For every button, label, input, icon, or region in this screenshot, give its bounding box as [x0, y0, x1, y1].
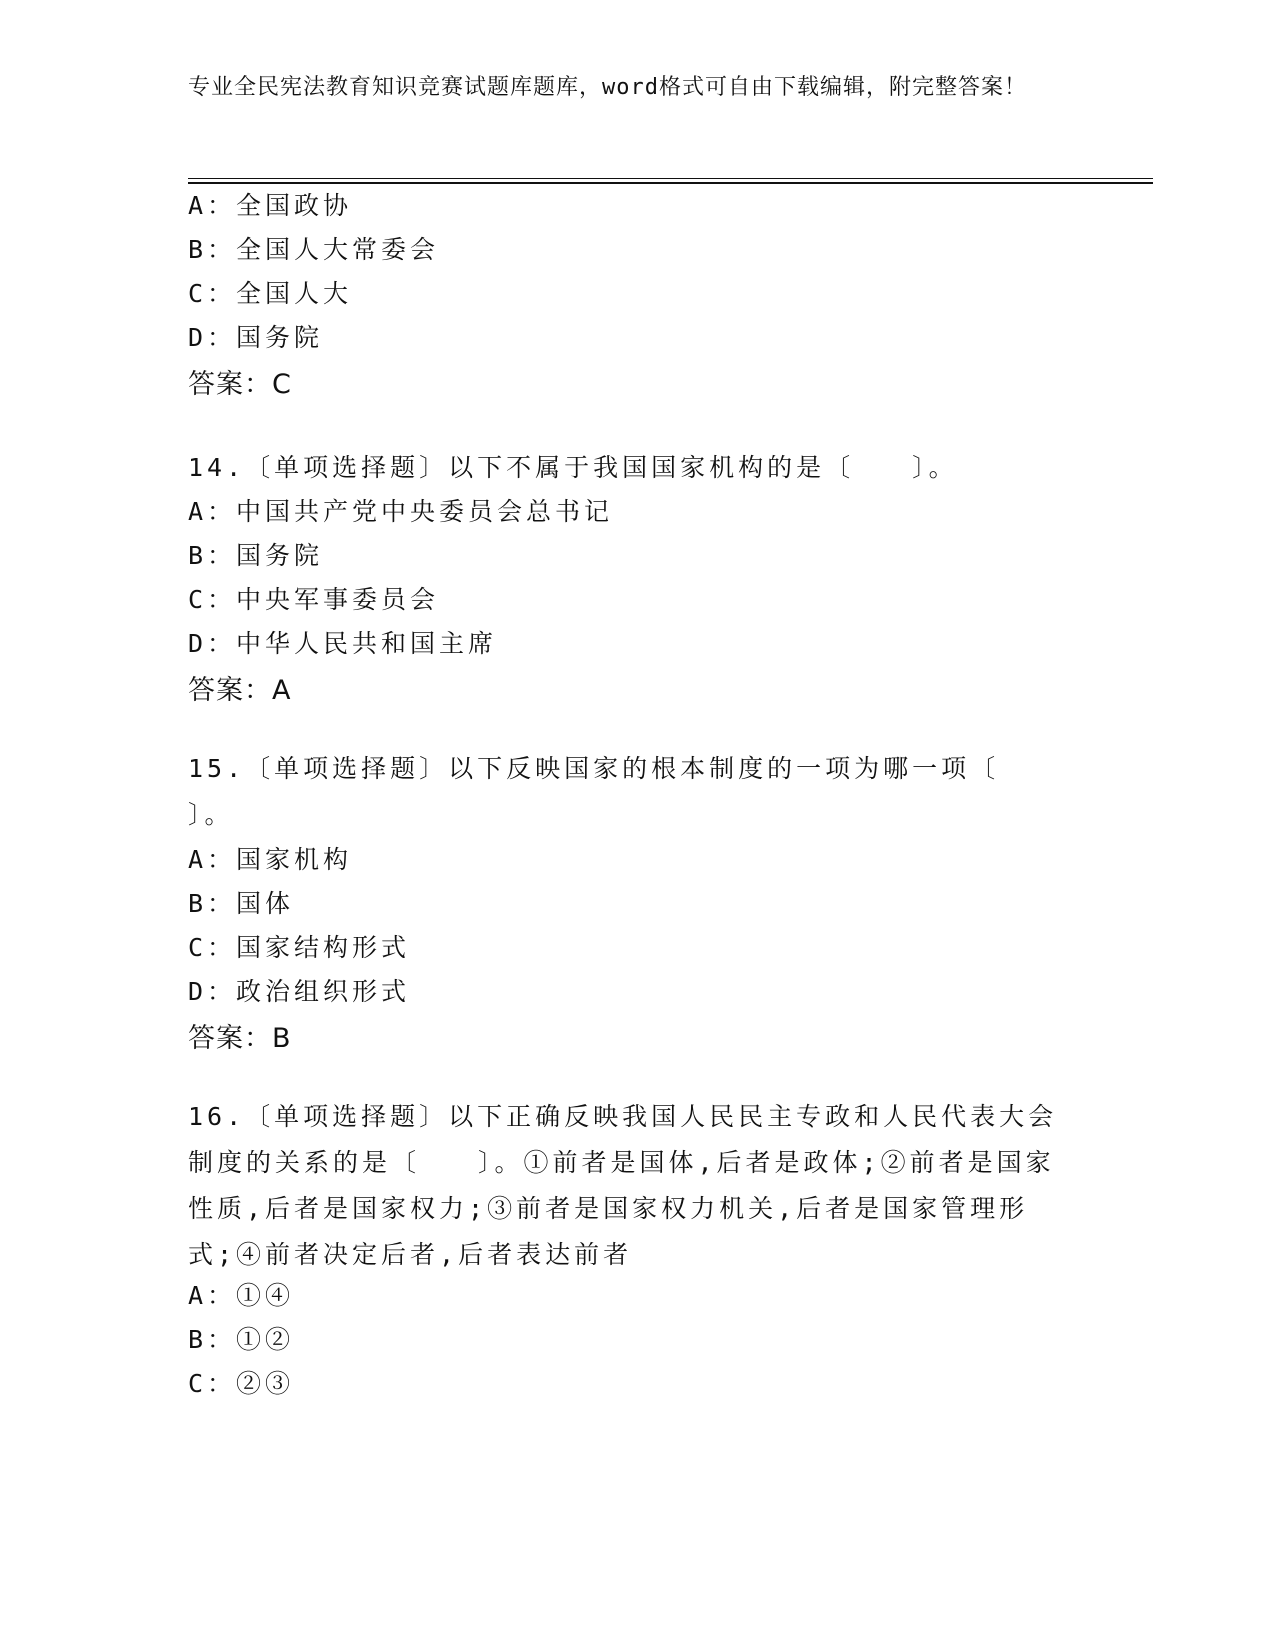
q15-option-b: B：国体 [188, 889, 295, 918]
q14-option-d: D：中华人民共和国主席 [188, 629, 498, 658]
q16-option-c: C：②③ [188, 1369, 295, 1398]
document-header: 专业全民宪法教育知识竞赛试题库题库，word格式可自由下载编辑，附完整答案！ [188, 75, 1027, 100]
q15-answer: 答案：B [188, 1023, 292, 1054]
q15-question: 15.〔单项选择题〕以下反映国家的根本制度的一项为哪一项〔 〕。 [188, 754, 1058, 829]
q14-option-b: B：国务院 [188, 541, 324, 570]
q14-question: 14.〔单项选择题〕以下不属于我国国家机构的是〔 〕。 [188, 453, 958, 482]
header-divider-thin [188, 178, 1153, 179]
q14-option-a: A：中国共产党中央委员会总书记 [188, 497, 614, 526]
q14-option-c: C：中央军事委员会 [188, 585, 440, 614]
q16-option-b: B：①② [188, 1325, 295, 1354]
q16-option-a: A：①④ [188, 1281, 295, 1310]
header-divider-thick [188, 182, 1153, 184]
q13-option-a: A：全国政协 [188, 191, 353, 220]
q15-option-c: C：国家结构形式 [188, 933, 411, 962]
q14-answer: 答案：A [188, 675, 292, 706]
q15-option-d: D：政治组织形式 [188, 977, 411, 1006]
q15-option-a: A：国家机构 [188, 845, 353, 874]
q13-option-b: B：全国人大常委会 [188, 235, 440, 264]
q16-question: 16.〔单项选择题〕以下正确反映我国人民民主专政和人民代表大会制度的关系的是〔 〕。①前者是国体,后者是政体;②前者是国家性质,后者是国家权力;③前者是国家权力机关,后者是国家管理形式;④前者决定后者,后者表达前者 [188, 1102, 1058, 1269]
q13-option-d: D：国务院 [188, 323, 324, 352]
q13-option-c: C：全国人大 [188, 279, 353, 308]
q13-answer: 答案：C [188, 369, 292, 400]
